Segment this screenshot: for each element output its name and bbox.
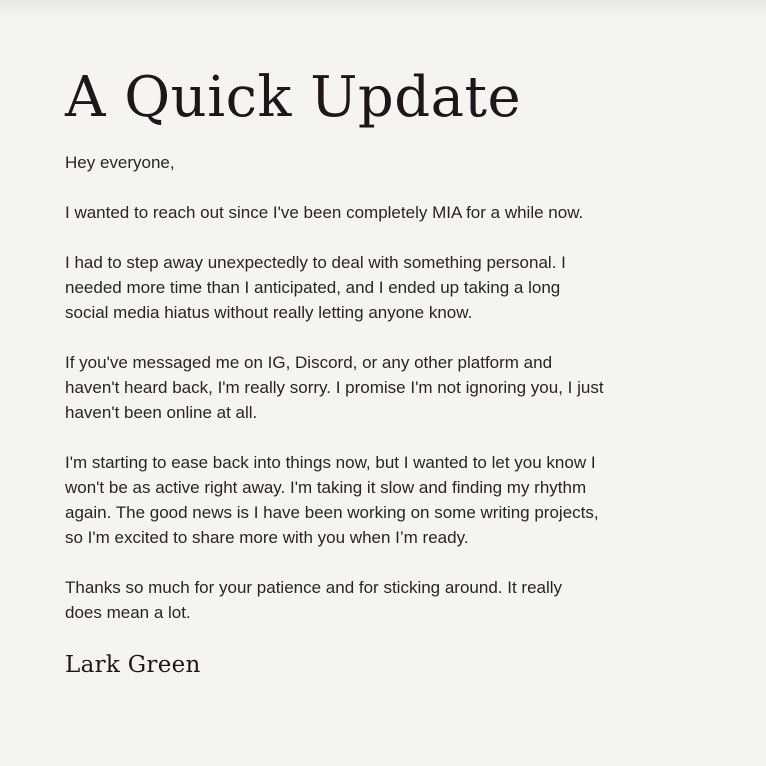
reason-paragraph: I had to step away unexpectedly to deal with something personal. I needed more time than I anticipated, and I ended up taking a long social media hiatus without really letting anyone know. bbox=[65, 253, 566, 322]
letter-body bbox=[65, 150, 715, 625]
letter-title: A Quick Update bbox=[65, 65, 522, 130]
top-shadow bbox=[0, 0, 766, 18]
intro-paragraph: I wanted to reach out since I've been completely MIA for a while now. bbox=[65, 203, 584, 222]
apology-paragraph: If you've messaged me on IG, Discord, or any other platform and haven't heard back, I'm really sorry. I promise I'm not ignoring you, I just haven't been online at all. bbox=[65, 353, 604, 422]
thanks-paragraph: Thanks so much for your patience and for sticking around. It really does mean a lot. bbox=[65, 578, 563, 622]
signature: Lark Green bbox=[65, 652, 201, 678]
greeting-paragraph: Hey everyone, bbox=[65, 153, 175, 172]
return-paragraph: I'm starting to ease back into things now, but I wanted to let you know I won't be as active right away. I'm taking it slow and finding my rhythm again. The good news is I have been working on some writing projects, so I'm excited to share more with you when I’m ready. bbox=[65, 453, 599, 547]
letter bbox=[65, 62, 715, 680]
